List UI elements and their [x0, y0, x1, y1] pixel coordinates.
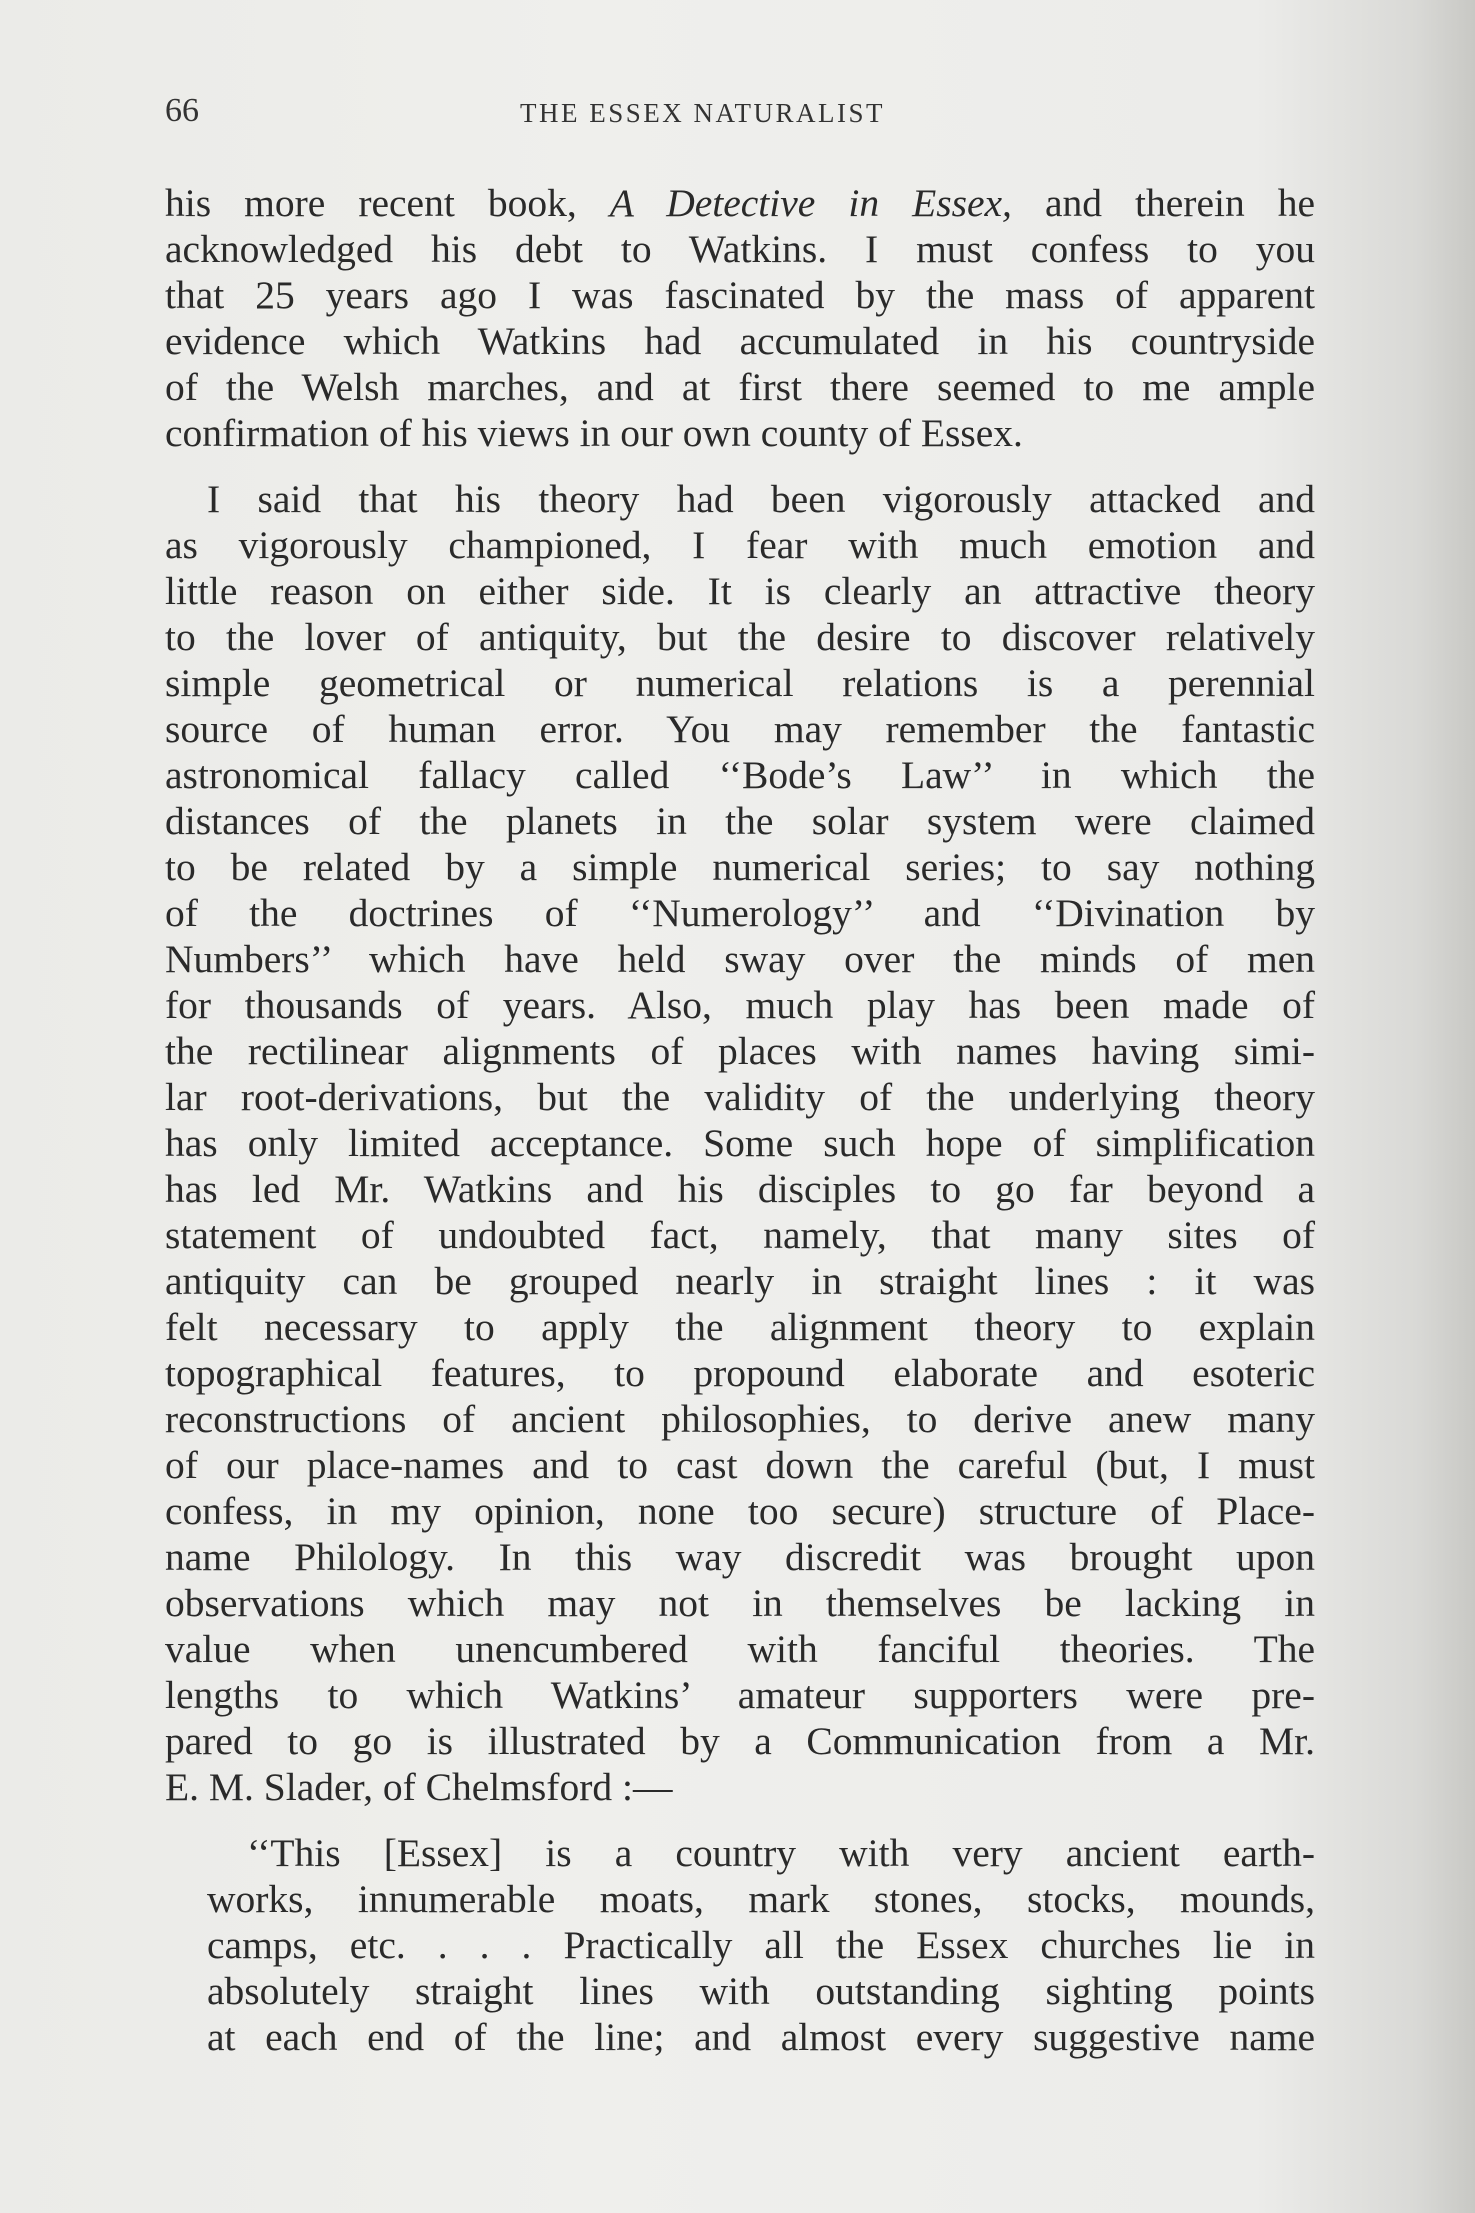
text-line: felt necessary to apply the alignment theory to explain: [165, 1305, 1315, 1349]
text-line: little reason on either side. It is clearly an attractive theory: [165, 569, 1315, 613]
text-line: absolutely straight lines with outstanding sighting points: [207, 1969, 1315, 2013]
text-line: works, innumerable moats, mark stones, stocks, mounds,: [207, 1877, 1315, 1921]
text-line: of the doctrines of ‘‘Numerology’’ and ‘‘Divination by: [165, 891, 1315, 935]
text-line: of our place-names and to cast down the careful (but, I must: [165, 1443, 1315, 1487]
text-line: to the lover of antiquity, but the desire to discover relatively: [165, 615, 1315, 659]
text-line: confirmation of his views in our own county of Essex.: [165, 411, 1023, 455]
text-line: reconstructions of ancient philosophies, to derive anew many: [165, 1397, 1315, 1441]
text-line: has only limited acceptance. Some such hope of simplification: [165, 1121, 1315, 1165]
text-line: camps, etc. . . . Practically all the Essex churches lie in: [207, 1923, 1315, 1967]
text-span: and therein he: [1044, 181, 1316, 225]
paragraph-gap: [165, 456, 1315, 476]
text-line: at each end of the line; and almost every suggestive name: [207, 2015, 1315, 2059]
text-line: to be related by a simple numerical series; to say nothing: [165, 845, 1315, 889]
text-line: statement of undoubted fact, namely, that many sites of: [165, 1213, 1315, 1257]
text-line: value when unencumbered with fanciful theories. The: [165, 1627, 1315, 1671]
text-line: pared to go is illustrated by a Communication from a Mr.: [165, 1719, 1315, 1763]
paragraph-gap: [165, 1810, 1315, 1830]
book-title-italic: A Detective in Essex,: [609, 181, 1012, 225]
text-line: lengths to which Watkins’ amateur supporters were pre-: [165, 1673, 1315, 1717]
text-line: antiquity can be grouped nearly in straight lines : it was: [165, 1259, 1315, 1303]
text-line: as vigorously championed, I fear with much emotion and: [165, 523, 1315, 567]
text-line: evidence which Watkins had accumulated in his countryside: [165, 319, 1315, 363]
text-line: acknowledged his debt to Watkins. I must confess to you: [165, 227, 1315, 271]
paragraph-1: [165, 180, 1315, 456]
text-line: astronomical fallacy called ‘‘Bode’s Law’’ in which the: [165, 753, 1315, 797]
text-line: observations which may not in themselves be lacking in: [165, 1581, 1315, 1625]
text-line: I said that his theory had been vigorously attacked and: [207, 477, 1315, 521]
block-quotation: [165, 1830, 1315, 2060]
text-line: for thousands of years. Also, much play has been made of: [165, 983, 1315, 1027]
text-line: Numbers’’ which have held sway over the minds of men: [165, 937, 1315, 981]
text-line: lar root-derivations, but the validity of the underlying theory: [165, 1075, 1315, 1119]
text-line: of the Welsh marches, and at first there seemed to me ample: [165, 365, 1315, 409]
page-number: 66: [165, 92, 199, 129]
text-line: ‘‘This [Essex] is a country with very ancient earth-: [247, 1831, 1315, 1875]
text-line: has led Mr. Watkins and his disciples to go far beyond a: [165, 1167, 1315, 1211]
text-span: his more recent book,: [165, 181, 577, 225]
text-line: confess, in my opinion, none too secure) structure of Place-: [165, 1489, 1315, 1533]
text-line: name Philology. In this way discredit was brought upon: [165, 1535, 1315, 1579]
text-line: distances of the planets in the solar system were claimed: [165, 799, 1315, 843]
journal-title: THE ESSEX NATURALIST: [520, 98, 885, 128]
paragraph-2: [165, 476, 1315, 1810]
text-line: E. M. Slader, of Chelmsford :—: [165, 1765, 673, 1809]
body-text: [165, 180, 1315, 2060]
text-line: topographical features, to propound elaborate and esoteric: [165, 1351, 1315, 1395]
text-line: the rectilinear alignments of places with names having simi-: [165, 1029, 1315, 1073]
running-head: [165, 92, 1315, 132]
text-line: source of human error. You may remember the fantastic: [165, 707, 1315, 751]
text-line: simple geometrical or numerical relations is a perennial: [165, 661, 1315, 705]
text-line: [165, 180, 1315, 226]
text-line: that 25 years ago I was fascinated by the mass of apparent: [165, 273, 1315, 317]
